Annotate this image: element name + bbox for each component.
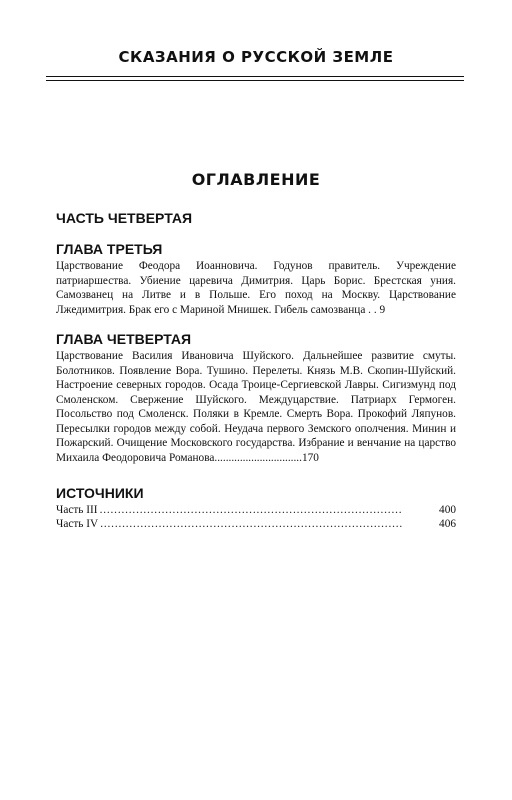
toc-title: ОГЛАВЛЕНИЕ — [191, 170, 321, 189]
header-rule-top — [46, 76, 464, 77]
sources-heading: ИСТОЧНИКИ — [56, 485, 144, 501]
sources-entry — [56, 517, 456, 531]
chapter-summary: Царствование Василия Ивановича Шуйского. Дальнейшее развитие смуты. Болотников. Появление Вора. Тушино. Перелеты. Князь М.В. Скопин-Шуйский. Настроение северных городов. Осада Троице-Сергиевской Лавры. Сигизмунд под Смоленском. Свержение Шуйского. Междуцарствие. Патриарх Гермоген. Посольство под Смоленск. Поляки в Кремле. Смерть Вора. Прокофий Ляпунов. Пересылки городов между собой. Неудача первого Земского ополчения. Минин и Пожарский. Очищение Московского государства. Избрание и венчание на царство Михаила Феодоровича Романова — [56, 350, 456, 464]
chapter-heading: ГЛАВА ТРЕТЬЯ — [56, 241, 163, 257]
running-head: СКАЗАНИЯ О РУССКОЙ ЗЕМЛЕ — [118, 48, 394, 66]
toc-content — [56, 210, 456, 531]
chapter-description — [56, 259, 456, 317]
chapter-description — [56, 349, 456, 465]
sources-entry-label: Часть III — [56, 504, 98, 516]
part-heading: ЧАСТЬ ЧЕТВЕРТАЯ — [56, 210, 193, 226]
chapter-heading: ГЛАВА ЧЕТВЕРТАЯ — [56, 331, 192, 347]
page-leader: ............................... — [214, 451, 302, 464]
header-rule-bottom — [46, 80, 464, 81]
sources-entry-page: 400 — [439, 504, 456, 516]
chapter-entry — [56, 241, 456, 317]
sources-entry-label: Часть IV — [56, 518, 99, 530]
chapter-page-number: 170 — [301, 451, 319, 464]
chapter-entry — [56, 331, 456, 465]
dot-leader — [100, 517, 437, 531]
page-leader: . . — [365, 303, 377, 316]
sources-entry-page: 406 — [439, 518, 456, 530]
dot-leader — [100, 503, 437, 517]
sources-entry — [56, 503, 456, 517]
chapter-page-number: 9 — [379, 303, 386, 316]
chapter-summary: Царствование Феодора Иоанновича. Годунов правитель. Учреждение патриаршества. Убиение царевича Димитрия. Царь Борис. Брестская уния. Самозванец на Литве и в Польше. Его поход на Москву. Царствование Лжедимитрия. Брак его с Мариной Мнишек. Гибель самозванца — [56, 260, 456, 316]
